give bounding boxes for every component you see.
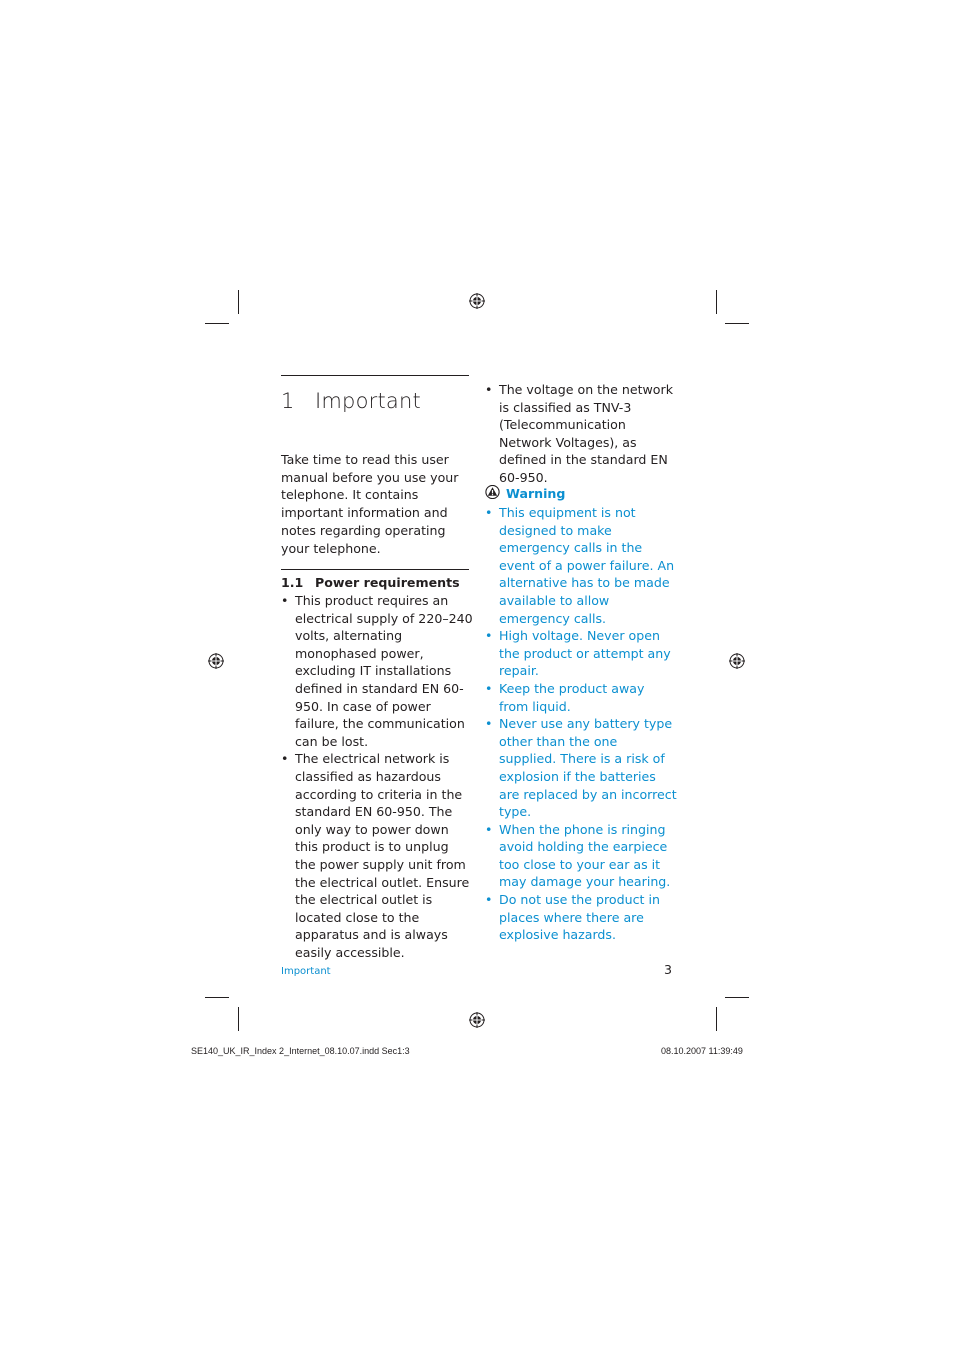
intro-paragraph: Take time to read this user manual before you use your telephone. It contains important information and notes regarding operating your telephone. <box>281 452 459 556</box>
list-item: • Do not use the product in places where there are explosive hazards. <box>485 891 677 944</box>
section-title: Power requirements <box>315 575 460 590</box>
footer-section-label: Important <box>281 966 331 977</box>
chapter-number: 1 <box>281 389 295 413</box>
power-requirements-list-continued <box>485 381 677 487</box>
list-item: • Keep the product away from liquid. <box>485 680 677 715</box>
power-requirements-list <box>281 592 473 961</box>
section-rule <box>281 569 469 570</box>
list-item: • The electrical network is classified as hazardous according to criteria in the standard EN 60-950. The only way to power down this product is to unplug the power supply unit from the electrical outlet. Ensure the electrical outlet is located close to the apparatus and is always easily accessible. <box>281 750 473 961</box>
registration-mark-icon <box>469 293 485 309</box>
list-item: • This equipment is not designed to make emergency calls in the event of a power failure. An alternative has to be made available to allow emergency calls. <box>485 504 677 627</box>
page-number: 3 <box>664 962 673 977</box>
chapter-title: Important <box>315 389 421 413</box>
registration-mark-icon <box>469 1012 485 1028</box>
warning-list <box>485 504 677 944</box>
chapter-rule <box>281 375 469 376</box>
list-item: • High voltage. Never open the product or attempt any repair. <box>485 627 677 680</box>
crop-mark-bottom-right-h <box>725 997 749 998</box>
crop-mark-top-left-v <box>238 290 239 314</box>
registration-mark-icon <box>208 653 224 669</box>
crop-mark-top-right-v <box>716 290 717 314</box>
registration-mark-icon <box>729 653 745 669</box>
warning-heading <box>485 486 565 502</box>
crop-mark-top-right-h <box>725 323 749 324</box>
crop-mark-bottom-right-v <box>716 1007 717 1031</box>
list-item: • The voltage on the network is classified as TNV-3 (Telecommunication Network Voltages), as defined in the standard EN 60-950. <box>485 381 677 487</box>
list-item: • When the phone is ringing avoid holding the earpiece too close to your ear as it may damage your hearing. <box>485 821 677 891</box>
print-slug-file: SE140_UK_IR_Index 2_Internet_08.10.07.indd Sec1:3 <box>191 1046 410 1056</box>
warning-triangle-icon <box>485 485 500 502</box>
section-heading <box>281 575 460 590</box>
crop-mark-top-left-h <box>205 323 229 324</box>
warning-title: Warning <box>506 486 566 501</box>
crop-mark-bottom-left-v <box>238 1007 239 1031</box>
chapter-heading <box>281 389 421 413</box>
list-item: • This product requires an electrical supply of 220–240 volts, alternating monophased power, excluding IT installations defined in standard EN 60-950. In case of power failure, the communication can be lost. <box>281 592 473 750</box>
list-item: • Never use any battery type other than the one supplied. There is a risk of explosion if the batteries are replaced by an incorrect type. <box>485 715 677 821</box>
section-number: 1.1 <box>281 575 304 590</box>
print-slug-datetime: 08.10.2007 11:39:49 <box>661 1046 743 1056</box>
crop-mark-bottom-left-h <box>205 997 229 998</box>
